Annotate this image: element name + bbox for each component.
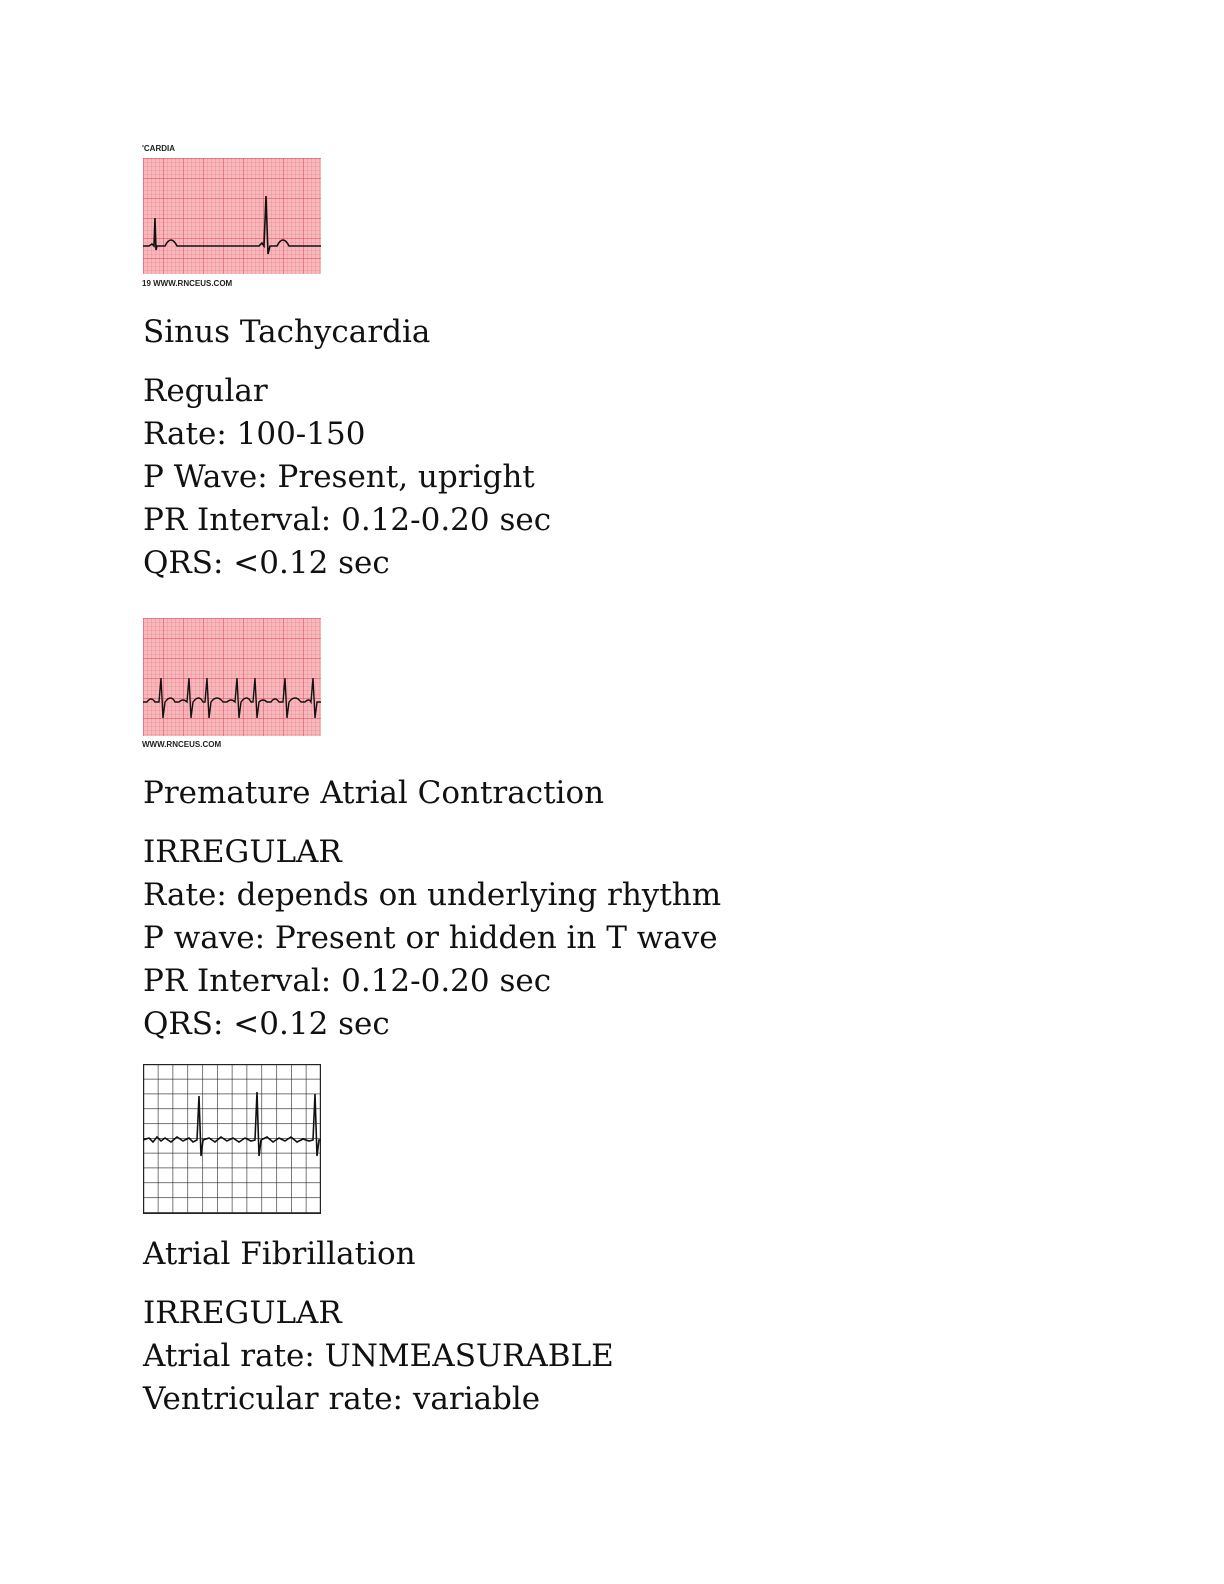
section-2-line-2: Rate: depends on underlying rhythm [143, 877, 722, 913]
strip-2-caption-bottom: WWW.RNCEUS.COM [142, 740, 222, 749]
section-3-title: Atrial Fibrillation [143, 1236, 416, 1272]
section-3-line-3: Ventricular rate: variable [143, 1381, 541, 1417]
strip-1-caption-top: 'CARDIA [142, 144, 176, 153]
section-1-line-1: Regular [143, 373, 268, 409]
section-2-line-3: P wave: Present or hidden in T wave [143, 920, 718, 956]
ecg-strip-premature-atrial-contraction [143, 618, 321, 736]
section-3-line-1: IRREGULAR [143, 1295, 342, 1331]
section-2-line-1: IRREGULAR [143, 834, 342, 870]
section-1-line-4: PR Interval: 0.12-0.20 sec [143, 502, 552, 538]
section-1-line-2: Rate: 100-150 [143, 416, 366, 452]
section-2-line-5: QRS: <0.12 sec [143, 1006, 390, 1042]
section-1-line-5: QRS: <0.12 sec [143, 545, 390, 581]
section-2-line-4: PR Interval: 0.12-0.20 sec [143, 963, 552, 999]
section-2-title: Premature Atrial Contraction [143, 775, 605, 811]
section-1-line-3: P Wave: Present, upright [143, 459, 535, 495]
section-3-line-2: Atrial rate: UNMEASURABLE [143, 1338, 614, 1374]
section-1-title: Sinus Tachycardia [143, 314, 431, 350]
strip-1-caption-bottom: 19 WWW.RNCEUS.COM [142, 279, 233, 288]
ecg-strip-atrial-fibrillation [143, 1064, 321, 1214]
ecg-strip-sinus-tachycardia [143, 158, 321, 274]
